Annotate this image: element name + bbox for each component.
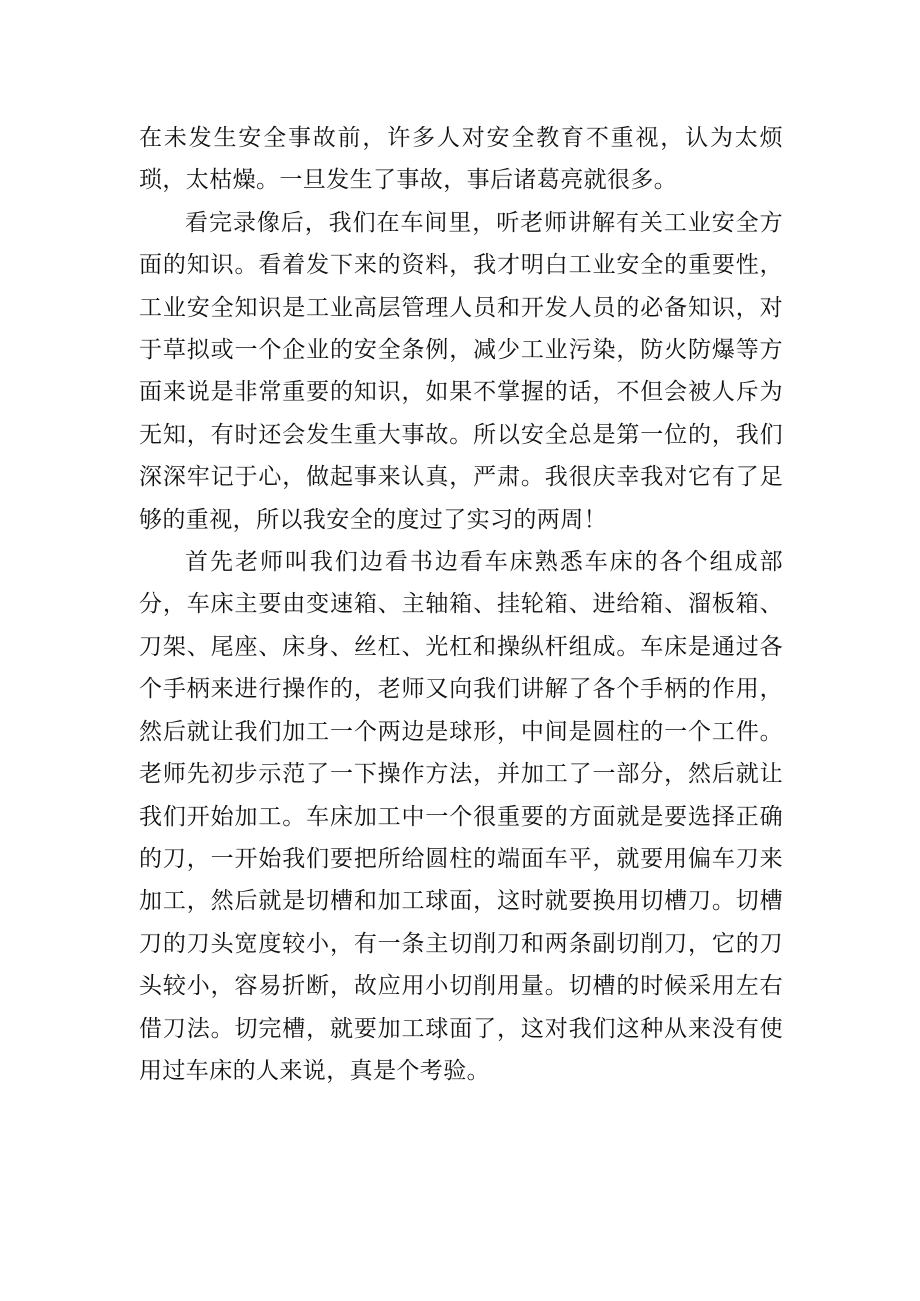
document-body [139, 117, 783, 1092]
paragraph-1: 在未发生安全事故前，许多人对安全教育不重视，认为太烦琐，太枯燥。一旦发生了事故，事后诸葛亮就很多。 [139, 125, 783, 194]
paragraph-2: 看完录像后，我们在车间里，听老师讲解有关工业安全方面的知识。看着发下来的资料，我才明白工业安全的重要性，工业安全知识是工业高层管理人员和开发人员的必备知识，对于草拟或一个企业的安全条例，减少工业污染，防火防爆等方面来说是非常重要的知识，如果不掌握的话，不但会被人斥为无知，有时还会发生重大事故。所以安全总是第一位的，我们深深牢记于心，做起事来认真，严肃。我很庆幸我对它有了足够的重视，所以我安全的度过了实习的两周！ [139, 209, 783, 533]
paragraph-3: 首先老师叫我们边看书边看车床熟悉车床的各个组成部分，车床主要由变速箱、主轴箱、挂轮箱、进给箱、溜板箱、刀架、尾座、床身、丝杠、光杠和操纵杆组成。车床是通过各个手柄来进行操作的，老师又向我们讲解了各个手柄的作用，然后就让我们加工一个两边是球形，中间是圆柱的一个工件。老师先初步示范了一下操作方法，并加工了一部分，然后就让我们开始加工。车床加工中一个很重要的方面就是要选择正确的刀，一开始我们要把所给圆柱的端面车平，就要用偏车刀来加工，然后就是切槽和加工球面，这时就要换用切槽刀。切槽刀的刀头宽度较小，有一条主切削刀和两条副切削刀，它的刀头较小，容易折断，故应用小切削用量。切槽的时候采用左右借刀法。切完槽，就要加工球面了，这对我们这种从来没有使用过车床的人来说，真是个考验。 [139, 549, 783, 1084]
